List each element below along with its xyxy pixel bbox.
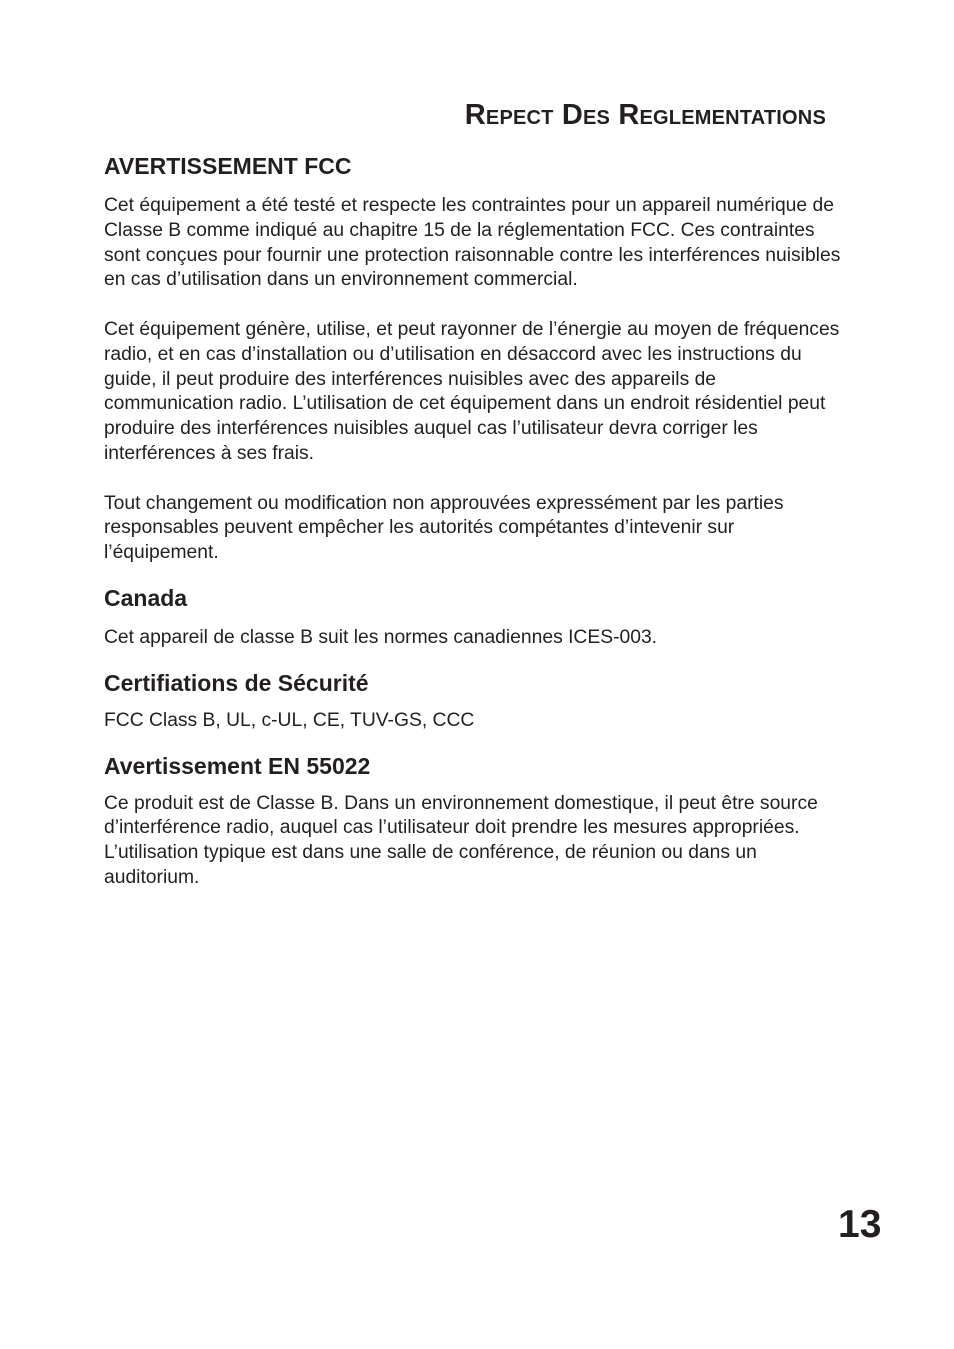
section-heading-certifications: Certifiations de Sécurité — [104, 669, 369, 696]
section-en55022-warning — [104, 752, 844, 891]
en55022-paragraph: Ce produit est de Classe B. Dans un environnement domestique, il peut être source d’interférence radio, auquel cas l’utilisateur doit prendre les mesures appropriées. L’utilisation typique est dans une salle de conférence, de réunion ou dans un auditorium. — [104, 792, 818, 888]
section-heading-canada: Canada — [104, 584, 188, 611]
section-safety-certifications — [104, 669, 844, 734]
canada-paragraph: Cet appareil de classe B suit les normes canadiennes ICES-003. — [104, 626, 658, 648]
page-number: 13 — [838, 1203, 882, 1246]
section-heading-fcc: AVERTISSEMENT FCC — [104, 153, 352, 179]
section-heading-en55022: Avertissement EN 55022 — [104, 752, 371, 779]
page-content — [104, 152, 844, 891]
section-canada — [104, 584, 844, 651]
section-fcc-warning — [104, 152, 844, 566]
fcc-paragraph-2: Cet équipement génère, utilise, et peut rayonner de l’énergie au moyen de fréquences radio, et en cas d’installation ou d’utilisation en désaccord avec les instructions du guide, il peut produire des interférences nuisibles avec des appareils de communication radio. L’utilisation de cet équipement dans un endroit résidentiel peut produire des interférences nuisibles auquel cas l’utilisateur devra corriger les interférences à ses frais. — [104, 318, 840, 464]
certifications-paragraph: FCC Class B, UL, c-UL, CE, TUV-GS, CCC — [104, 709, 475, 731]
page-title: Repect Des Reglementations — [464, 99, 826, 131]
fcc-paragraph-3: Tout changement ou modification non approuvées expressément par les parties responsables peuvent empêcher les autorités compétantes d’intevenir sur l’équipement. — [104, 492, 784, 564]
fcc-paragraph-1: Cet équipement a été testé et respecte les contraintes pour un appareil numérique de Classe B comme indiqué au chapitre 15 de la réglementation FCC. Ces contraintes sont conçues pour fournir une protection raisonnable contre les interférences nuisibles en cas d’utilisation dans un environnement commercial. — [104, 195, 841, 291]
